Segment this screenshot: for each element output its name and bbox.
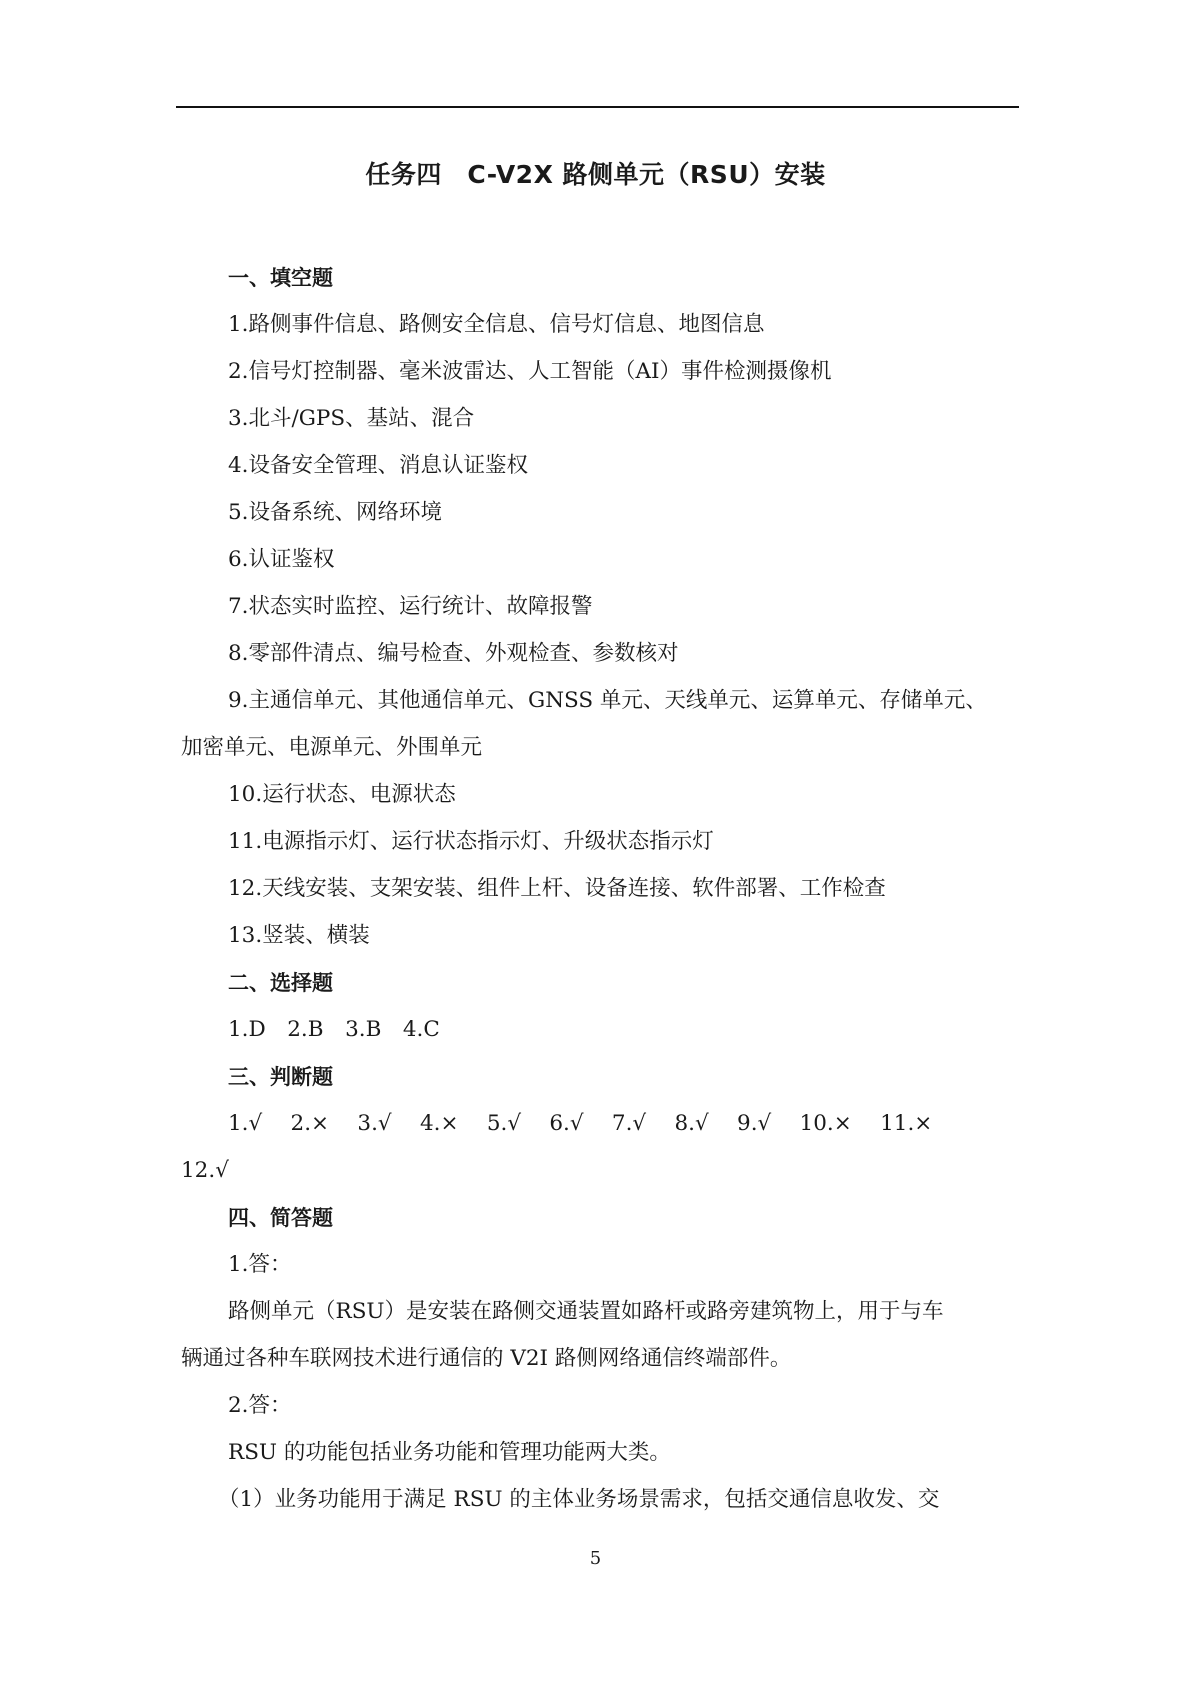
answer-paragraph: 路侧单元（RSU）是安装在路侧交通装置如路杆或路旁建筑物上，用于与车 <box>228 1299 944 1324</box>
section-heading-fill-blank: 一、填空题 <box>228 266 333 290</box>
list-item: 10.运行状态、电源状态 <box>228 782 456 807</box>
answer-label: 2.答： <box>228 1393 292 1418</box>
list-item: 9.主通信单元、其他通信单元、GNSS 单元、天线单元、运算单元、存储单元、 <box>228 688 987 713</box>
section-heading-multiple-choice: 二、选择题 <box>228 971 333 995</box>
page-number: 5 <box>589 1548 602 1569</box>
list-item-continuation: 加密单元、电源单元、外围单元 <box>181 735 483 760</box>
answer-label: 1.答： <box>228 1252 292 1277</box>
list-item: 5.设备系统、网络环境 <box>228 500 443 525</box>
list-item: 13.竖装、横装 <box>228 923 370 948</box>
section-heading-true-false: 三、判断题 <box>228 1065 333 1089</box>
list-item: 2.信号灯控制器、毫米波雷达、人工智能（AI）事件检测摄像机 <box>228 359 832 384</box>
true-false-answers-continuation: 12.√ <box>181 1158 229 1183</box>
list-item: 4.设备安全管理、消息认证鉴权 <box>228 453 529 478</box>
header-rule <box>176 106 1019 108</box>
list-item: 12.天线安装、支架安装、组件上杆、设备连接、软件部署、工作检查 <box>228 876 886 901</box>
answer-paragraph: RSU 的功能包括业务功能和管理功能两大类。 <box>228 1440 671 1465</box>
multiple-choice-answers: 1.D 2.B 3.B 4.C <box>228 1017 440 1042</box>
list-item: 11.电源指示灯、运行状态指示灯、升级状态指示灯 <box>228 829 714 854</box>
true-false-answers: 1.√ 2.× 3.√ 4.× 5.√ 6.√ 7.√ 8.√ 9.√ 10.× 11.× <box>228 1111 933 1136</box>
list-item: 6.认证鉴权 <box>228 547 335 572</box>
list-item: 7.状态实时监控、运行统计、故障报警 <box>228 594 593 619</box>
answer-paragraph: （1）业务功能用于满足 RSU 的主体业务场景需求，包括交通信息收发、交 <box>218 1487 940 1512</box>
page-title: 任务四 C-V2X 路侧单元（RSU）安装 <box>365 160 826 189</box>
answer-paragraph-continuation: 辆通过各种车联网技术进行通信的 V2I 路侧网络通信终端部件。 <box>181 1346 792 1371</box>
list-item: 3.北斗/GPS、基站、混合 <box>228 406 475 431</box>
list-item: 8.零部件清点、编号检查、外观检查、参数核对 <box>228 641 679 666</box>
list-item: 1.路侧事件信息、路侧安全信息、信号灯信息、地图信息 <box>228 312 765 337</box>
section-heading-short-answer: 四、简答题 <box>228 1206 333 1230</box>
